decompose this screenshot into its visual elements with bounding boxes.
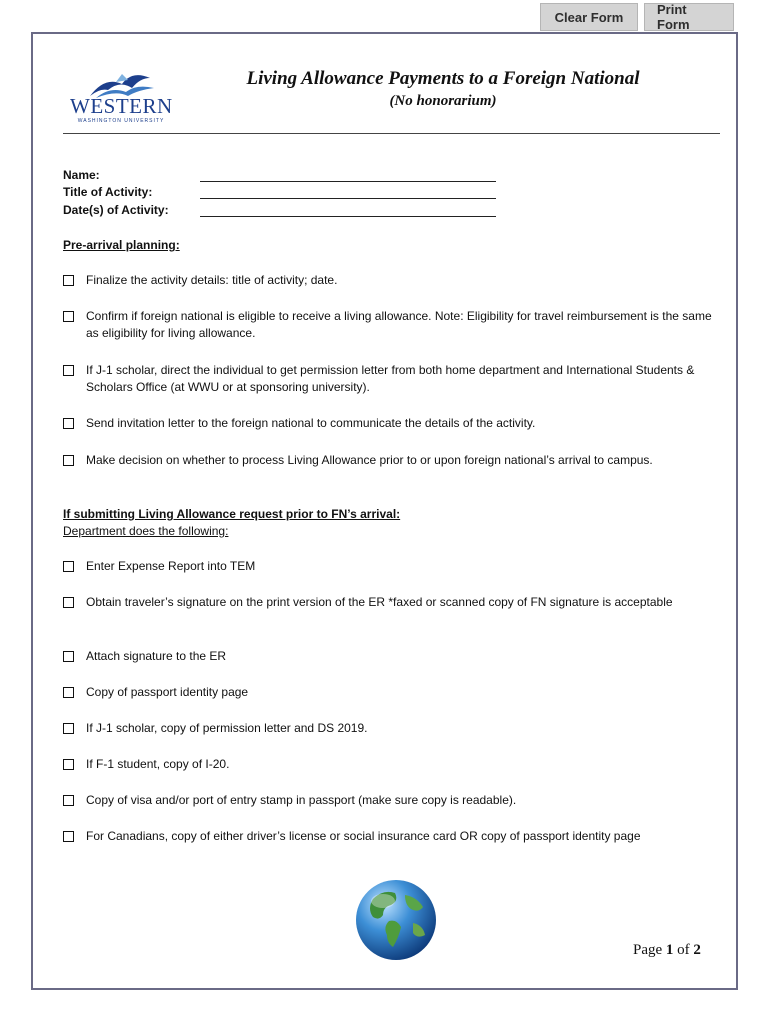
checkbox-icon[interactable] <box>63 651 74 662</box>
checklist-item <box>63 720 713 737</box>
submitting-heading: If submitting Living Allowance request prior to FN’s arrival: <box>63 507 401 521</box>
checkbox-icon[interactable] <box>63 831 74 842</box>
checklist-item-text: If J-1 scholar, copy of permission letter and DS 2019. <box>86 721 368 735</box>
checklist-item-text: Copy of visa and/or port of entry stamp in passport (make sure copy is readable). <box>86 793 517 807</box>
checklist-item-text: Make decision on whether to process Living Allowance prior to or upon foreign national’s arrival to campus. <box>86 453 653 467</box>
checkbox-icon[interactable] <box>63 311 74 322</box>
submitting-subheading: Department does the following: <box>63 524 229 538</box>
dates-of-activity-label: Date(s) of Activity: <box>63 203 169 217</box>
checklist-item <box>63 756 713 773</box>
page-word: Page <box>633 942 663 958</box>
title-of-activity-field[interactable] <box>200 198 496 199</box>
clear-form-button[interactable]: Clear Form <box>540 3 638 31</box>
logo-subline: WASHINGTON UNIVERSITY <box>77 118 165 124</box>
name-label: Name: <box>63 168 100 182</box>
globe-icon <box>353 877 439 963</box>
checklist-item <box>63 362 713 396</box>
checklist-item-text: Attach signature to the ER <box>86 649 227 663</box>
checklist-item-text: Send invitation letter to the foreign national to communicate the details of the activity. <box>86 416 536 430</box>
checklist-item <box>63 415 713 432</box>
prearrival-heading: Pre-arrival planning: <box>63 238 180 252</box>
checklist-item <box>63 452 713 469</box>
document-page <box>31 32 738 990</box>
page-title: Living Allowance Payments to a Foreign National <box>246 68 640 89</box>
checklist-item <box>63 648 713 665</box>
page-number <box>633 942 701 959</box>
checkbox-icon[interactable] <box>63 418 74 429</box>
checklist-item <box>63 558 713 575</box>
page-subtitle: (No honorarium) <box>389 93 497 109</box>
checklist-item <box>63 684 713 701</box>
page-current: 1 <box>665 942 674 958</box>
checkbox-icon[interactable] <box>63 455 74 466</box>
checklist-item-text: If F-1 student, copy of I-20. <box>86 757 230 771</box>
page-total: 2 <box>693 942 701 958</box>
checklist-item <box>63 308 713 342</box>
name-field[interactable] <box>200 181 496 182</box>
checkbox-icon[interactable] <box>63 365 74 376</box>
title-of-activity-label: Title of Activity: <box>63 185 153 199</box>
checkbox-icon[interactable] <box>63 687 74 698</box>
checkbox-icon[interactable] <box>63 275 74 286</box>
checklist-item-text: Enter Expense Report into TEM <box>86 559 256 573</box>
checkbox-icon[interactable] <box>63 561 74 572</box>
checklist-item-text: If J-1 scholar, direct the individual to get permission letter from both home department and International Students & Scholars Office (at WWU or at sponsoring university). <box>86 363 695 394</box>
checkbox-icon[interactable] <box>63 597 74 608</box>
checkbox-icon[interactable] <box>63 759 74 770</box>
checklist-item-text: Confirm if foreign national is eligible to receive a living allowance. Note: Eligibility for travel reimbursement is the same as eligibility for living allowance. <box>86 309 712 340</box>
form-toolbar <box>540 3 734 31</box>
dates-of-activity-field[interactable] <box>200 216 496 217</box>
checklist-item-text: Obtain traveler’s signature on the print version of the ER *faxed or scanned copy of FN signature is acceptable <box>86 595 673 609</box>
western-logo <box>70 70 173 126</box>
header-divider <box>63 133 720 134</box>
checklist-item <box>63 828 713 845</box>
checklist-item <box>63 792 713 809</box>
checklist-item-text: Finalize the activity details: title of activity; date. <box>86 273 338 287</box>
checklist-item <box>63 594 713 611</box>
checkbox-icon[interactable] <box>63 723 74 734</box>
page-of: of <box>677 942 690 958</box>
checkbox-icon[interactable] <box>63 795 74 806</box>
checklist-item-text: For Canadians, copy of either driver’s license or social insurance card OR copy of passport identity page <box>86 829 641 843</box>
logo-wordmark: WESTERN <box>70 94 173 118</box>
print-form-button[interactable]: Print Form <box>644 3 734 31</box>
checklist-item <box>63 272 713 289</box>
checklist-item-text: Copy of passport identity page <box>86 685 249 699</box>
